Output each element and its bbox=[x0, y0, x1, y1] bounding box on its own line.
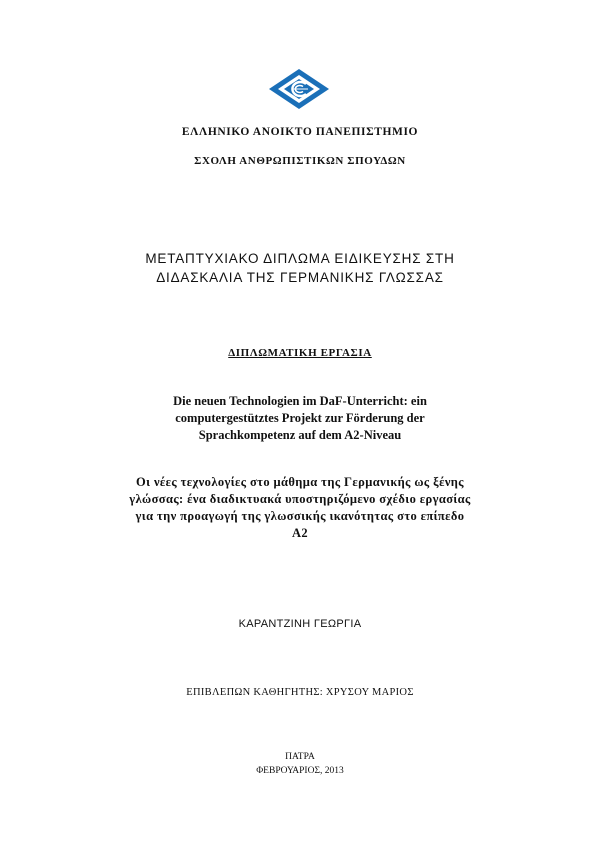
school-name: ΣΧΟΛΗ ΑΝΘΡΩΠΙΣΤΙΚΩΝ ΣΠΟΥΔΩΝ bbox=[194, 155, 406, 167]
date: ΦΕΒΡΟΥΑΡΙΟΣ, 2013 bbox=[256, 766, 344, 776]
university-logo-icon bbox=[268, 68, 330, 110]
title-line: για την προαγωγή της γλωσσικής ικανότητας στο επίπεδο bbox=[135, 509, 465, 523]
title-line: Οι νέες τεχνολογίες στο μάθημα της Γερμανικής ως ξένης bbox=[136, 475, 464, 489]
program-title-line: ΜΕΤΑΠΤΥΧΙΑΚΟ ΔΙΠΛΩΜΑ ΕΙΔΙΚΕΥΣΗΣ ΣΤΗ bbox=[145, 251, 455, 266]
title-line: Sprachkompetenz auf dem A2-Niveau bbox=[198, 428, 402, 442]
program-title-line: ΔΙΔΑΣΚΑΛΙΑ ΤΗΣ ΓΕΡΜΑΝΙΚΗΣ ΓΛΩΣΣΑΣ bbox=[156, 270, 444, 285]
university-name: ΕΛΛΗΝΙΚΟ ΑΝΟΙΚΤΟ ΠΑΝΕΠΙΣΤΗΜΙΟ bbox=[181, 126, 419, 138]
thesis-label: ΔΙΠΛΩΜΑΤΙΚΗ ΕΡΓΑΣΙΑ bbox=[228, 347, 372, 359]
title-line: Α2 bbox=[291, 526, 309, 540]
program-title bbox=[0, 249, 600, 287]
title-line: computergestütztes Projekt zur Förderung der bbox=[175, 411, 425, 425]
title-line: Die neuen Technologien im DaF-Unterricht: ein bbox=[173, 394, 427, 408]
author-name: ΚΑΡΑΝΤΖΙΝΗ ΓΕΩΡΓΙΑ bbox=[238, 618, 362, 630]
supervisor-line: ΕΠΙΒΛΕΠΩΝ ΚΑΘΗΓΗΤΗΣ: ΧΡΥΣΟΥ ΜΑΡΙΟΣ bbox=[186, 687, 414, 698]
title-line: γλώσσας: ένα διαδικτυακά υποστηριζόμενο σχέδιο εργασίας bbox=[129, 492, 471, 506]
place: ΠΑΤΡΑ bbox=[285, 752, 315, 762]
thesis-title-german bbox=[0, 393, 600, 444]
thesis-title-greek bbox=[0, 474, 600, 542]
